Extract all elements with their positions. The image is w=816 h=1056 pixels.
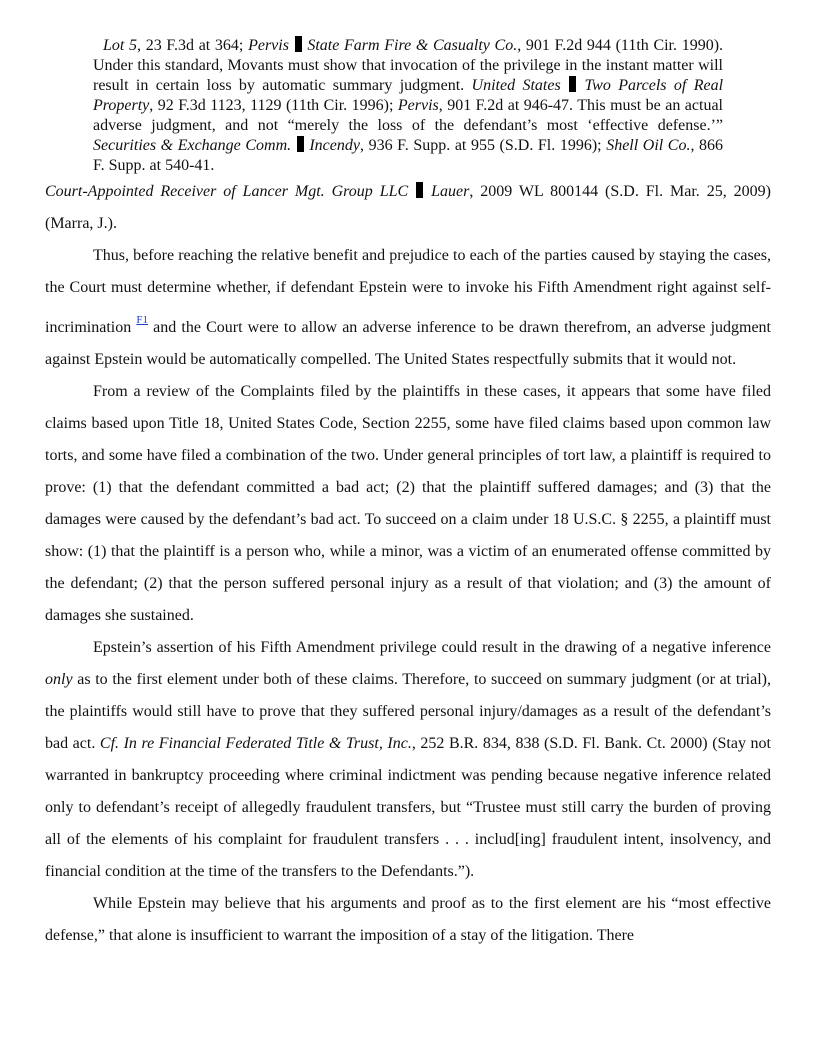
case-name: Cf. In re Financial Federated Title & Trust, Inc.	[99, 735, 412, 752]
case-name: Court-Appointed Receiver of Lancer Mgt. Group LLC	[45, 183, 409, 200]
case-name: United States	[471, 77, 561, 94]
redaction-mark	[569, 76, 576, 92]
citation-line: Court-Appointed Receiver of Lancer Mgt. Group LLC Lauer, 2009 WL 800144 (S.D. Fl. Mar. 25, 2009) (Marra, J.).	[45, 183, 772, 232]
case-name: Two Parcels of Real Property	[93, 77, 724, 114]
redaction-mark	[295, 36, 302, 52]
paragraph: From a review of the Complaints filed by the plaintiffs in these cases, it appears that some have filed claims based upon Title 18, United States Code, Section 2255, some have filed claims based upon common law torts, and some have filed a combination of the two. Under general principles of tort law, a plaintiff is required to prove: (1) that the defendant committed a bad act; (2) that the plaintiff suffered damages; and (3) that the damages were caused by the defendant’s bad act. To succeed on a claim under 18 U.S.C. § 2255, a plaintiff must show: (1) that the plaintiff is a person who, while a minor, was a victim of an enumerated offense committed by the defendant; (2) that the person suffered personal injury as a result of that violation; and (3) the amount of damages she sustained.	[45, 383, 771, 624]
paragraph: Epstein’s assertion of his Fifth Amendment privilege could result in the drawing of a negative inference only as to the first element under both of these claims. Therefore, to succeed on summary judgment (or at trial), the plaintiffs would still have to prove that they suffered personal injury/damages as a result of the defendant’s bad act. Cf. In re Financial Federated Title & Trust, Inc., 252 B.R. 834, 838 (S.D. Fl. Bank. Ct. 2000) (Stay not warranted in bankruptcy proceeding where criminal indictment was pending because negative inference related only to defendant’s receipt of allegedly fraudulent transfers, but “Trustee must still carry the burden of proving all of the elements of his complaint for fraudulent transfers . . . includ[ing] fraudulent intent, insolvency, and financial condition at the time of the transfers to the Defendants.”).	[45, 639, 771, 880]
redaction-mark	[297, 136, 304, 152]
paragraph: While Epstein may believe that his arguments and proof as to the first element are his “most effective defense,” that alone is insufficient to warrant the imposition of a stay of the litigation. There	[45, 895, 771, 944]
redaction-mark	[416, 182, 423, 198]
case-name: Lot 5	[103, 37, 138, 54]
case-name: State Farm Fire & Casualty Co.	[307, 37, 518, 54]
case-name: Pervis	[248, 37, 289, 54]
case-name: Shell Oil Co.	[606, 137, 691, 154]
block-quote-paragraph: Lot 5, 23 F.3d at 364; Pervis State Farm Fire & Casualty Co., 901 F.2d 944 (11th Cir. 1990). Under this standard, Movants must show that invocation of the privilege in the instant matter will result in certain loss by automatic summary judgment. United States Two Parcels of Real Property, 92 F.3d 1123, 1129 (11th Cir. 1996); Pervis, 901 F.2d at 946-47. This must be an actual adverse judgment, and not “merely the loss of the defendant’s most ‘effective defense.’” Securities & Exchange Comm. Incendy, 936 F. Supp. at 955 (S.D. Fl. 1996); Shell Oil Co., 866 F. Supp. at 540-41.	[93, 37, 724, 174]
footnote-link[interactable]: F1	[136, 314, 148, 326]
case-name: Pervis	[397, 97, 439, 114]
case-name: Incendy	[309, 137, 360, 154]
case-name: Lauer	[431, 183, 470, 200]
paragraph: Thus, before reaching the relative benefit and prejudice to each of the parties caused by staying the cases, the Court must determine whether, if defendant Epstein were to invoke his Fifth Amendment right against self-incrimination $^{F1}$ and the Court were to allow an adverse inference to be drawn therefrom, an adverse judgment against Epstein would be automatically compelled. The United States respectfully submits that it would not.	[45, 247, 772, 368]
case-name: Securities & Exchange Comm.	[93, 137, 292, 154]
body-text	[45, 176, 771, 952]
block-quote	[93, 36, 723, 176]
